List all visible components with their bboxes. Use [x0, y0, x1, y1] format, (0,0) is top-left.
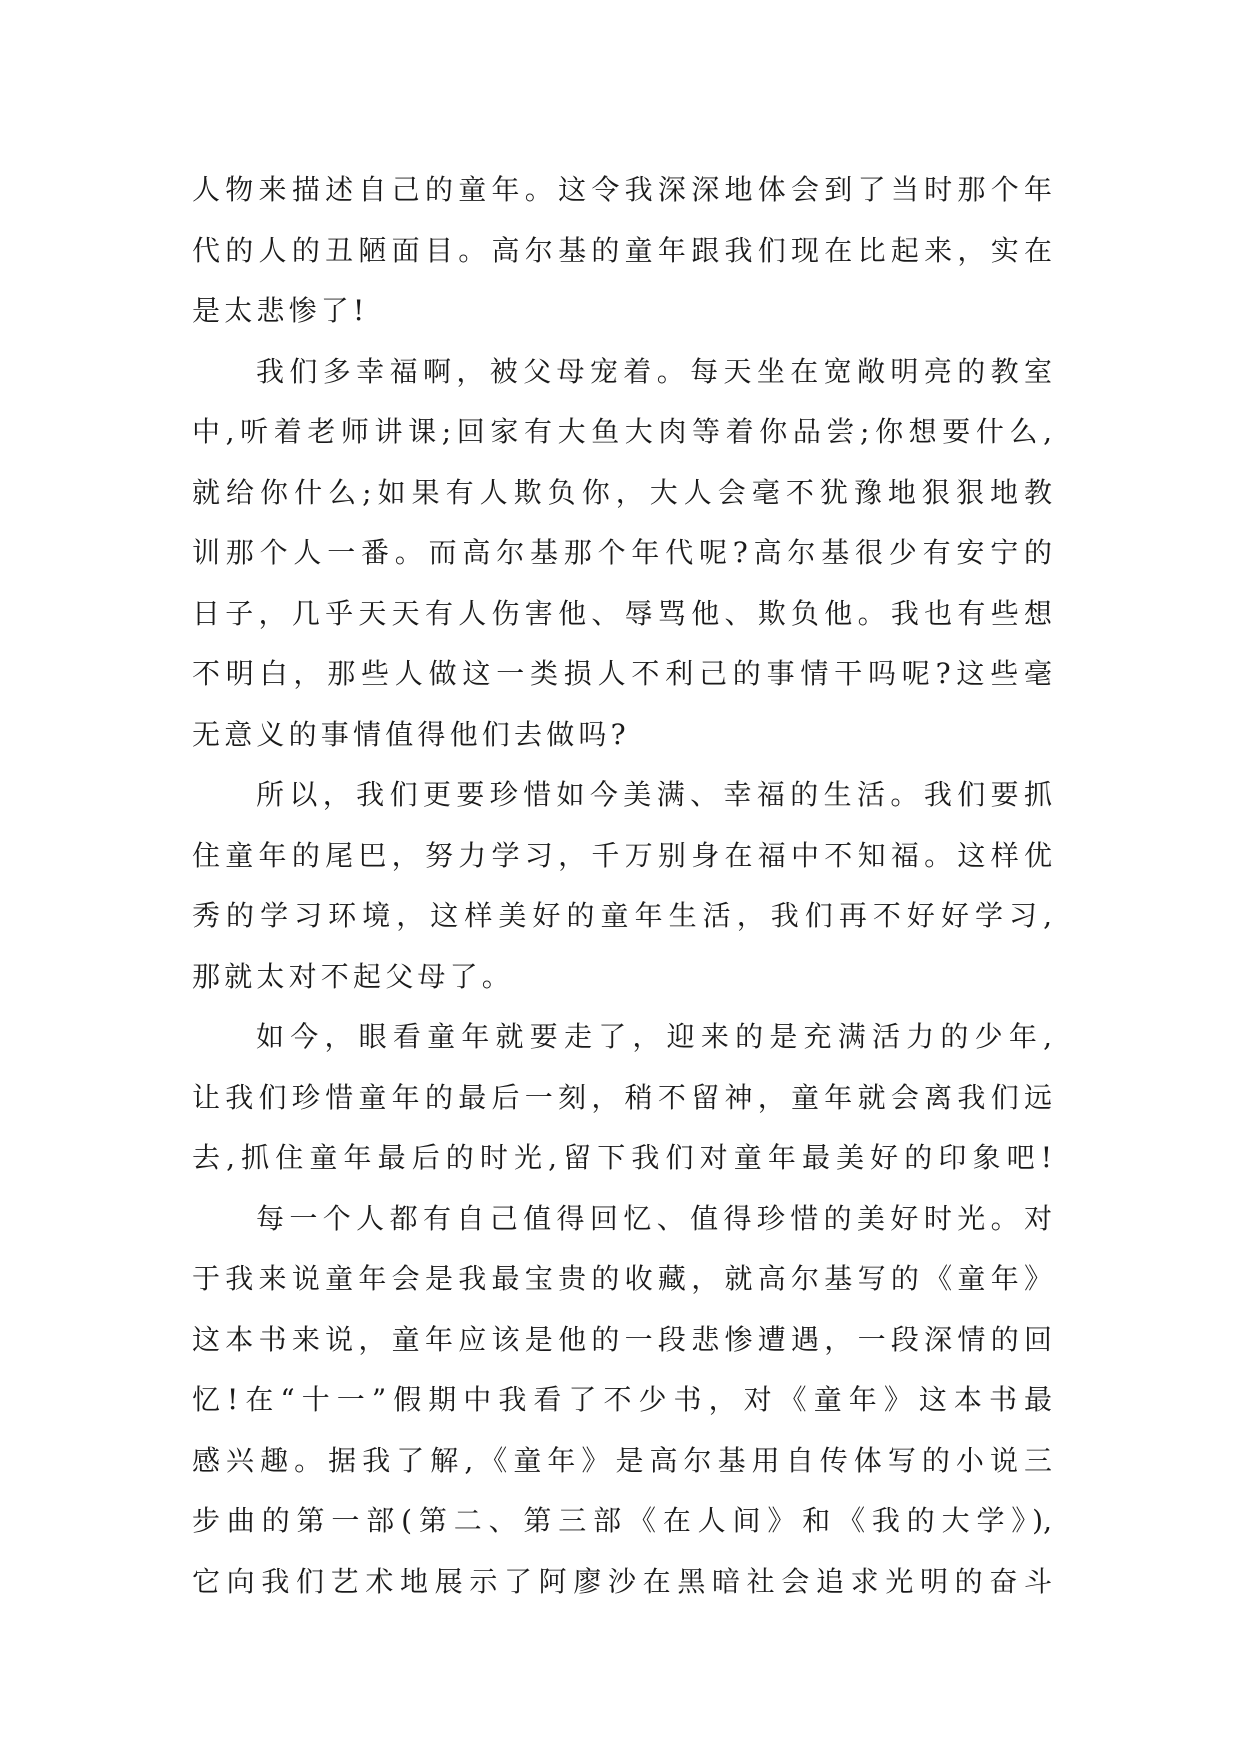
- text-line: 让我们珍惜童年的最后一刻，稍不留神，童年就会离我们远: [192, 1080, 1052, 1114]
- body-text: [192, 160, 1052, 1612]
- text-line: 于我来说童年会是我最宝贵的收藏，就高尔基写的《童年》: [192, 1262, 1052, 1295]
- text-line: 代的人的丑陋面目。高尔基的童年跟我们现在比起来，实在: [192, 233, 1052, 267]
- text-line: 是太悲惨了!: [192, 294, 369, 327]
- text-line: 就给你什么;如果有人欺负你，大人会毫不犹豫地狠狠地教: [192, 475, 1052, 509]
- text-line: 这本书来说，童年应该是他的一段悲惨遭遇，一段深情的回: [192, 1322, 1052, 1356]
- paragraph-first-line: 每一个人都有自己值得回忆、值得珍惜的美好时光。对: [256, 1201, 1052, 1235]
- text-line: 中,听着老师讲课;回家有大鱼大肉等着你品尝;你想要什么,: [192, 415, 1052, 448]
- paragraph-first-line: 如今，眼看童年就要走了，迎来的是充满活力的少年,: [256, 1020, 1052, 1053]
- text-line: 人物来描述自己的童年。这令我深深地体会到了当时那个年: [192, 173, 1052, 206]
- text-line: 不明白，那些人做这一类损人不利己的事情干吗呢?这些毫: [192, 657, 1052, 690]
- paragraph-first-line: 我们多幸福啊，被父母宠着。每天坐在宽敞明亮的教室: [256, 354, 1052, 388]
- text-line: 忆!在“十一”假期中我看了不少书，对《童年》这本书最: [192, 1383, 1052, 1416]
- text-line: 它向我们艺术地展示了阿廖沙在黑暗社会追求光明的奋斗: [192, 1564, 1052, 1598]
- text-line: 训那个人一番。而高尔基那个年代呢?高尔基很少有安宁的: [192, 536, 1052, 569]
- text-line: 感兴趣。据我了解,《童年》是高尔基用自传体写的小说三: [192, 1443, 1052, 1477]
- text-line: 去,抓住童年最后的时光,留下我们对童年最美好的印象吧!: [192, 1141, 1052, 1174]
- text-line: 步曲的第一部(第二、第三部《在人间》和《我的大学》),: [192, 1504, 1052, 1537]
- paragraph-first-line: 所以，我们更要珍惜如今美满、幸福的生活。我们要抓: [256, 778, 1052, 811]
- text-line: 日子，几乎天天有人伤害他、辱骂他、欺负他。我也有些想: [192, 596, 1052, 630]
- text-line: 无意义的事情值得他们去做吗?: [192, 717, 630, 751]
- text-line: 秀的学习环境，这样美好的童年生活，我们再不好好学习,: [192, 899, 1052, 932]
- text-line: 那就太对不起父母了。: [192, 959, 515, 993]
- text-line: 住童年的尾巴，努力学习，千万别身在福中不知福。这样优: [192, 838, 1052, 872]
